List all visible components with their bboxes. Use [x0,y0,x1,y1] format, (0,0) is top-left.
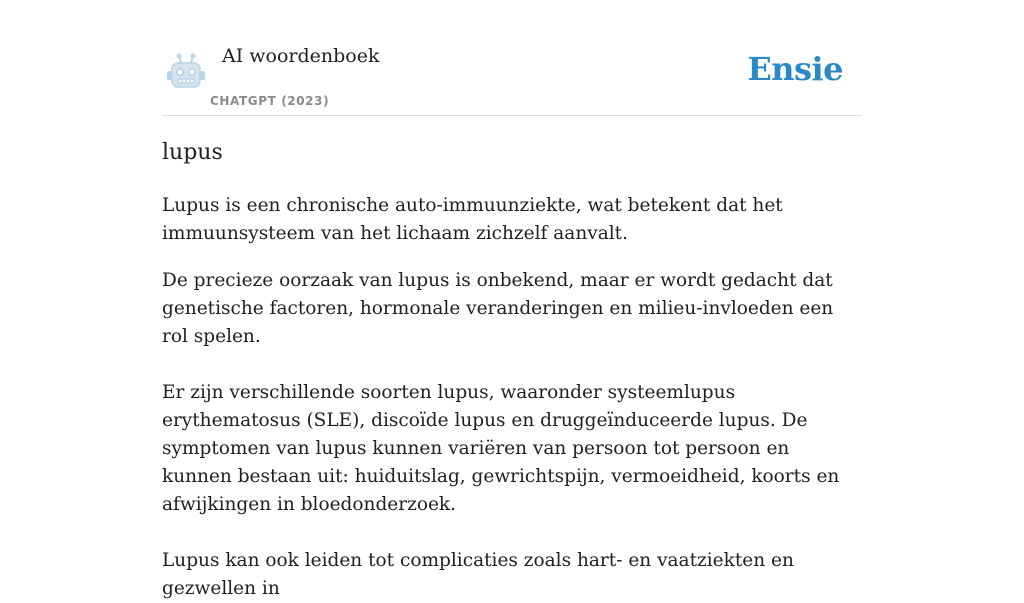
definition-paragraph: Lupus is een chronische auto-immuunziekte, wat betekent dat het immuunsysteem van het lichaam zichzelf aanvalt. [162,195,783,244]
robot-icon [166,52,206,90]
entry-definition [162,192,862,603]
definition-paragraph: Lupus kan ook leiden tot complicaties zoals hart- en vaatziekten en gezwellen in [162,550,794,599]
page [162,0,862,599]
entry-term: lupus [162,140,223,165]
header [162,0,862,116]
dictionary-name[interactable]: AI woordenboek [222,45,380,67]
definition-paragraph: Er zijn verschillende soorten lupus, waaronder systeemlupus erythematosus (SLE), discoïde lupus en druggeïnduceerde lupus. De symptomen van lupus kunnen variëren van persoon tot persoon en kunnen bestaan uit: huiduitslag, gewrichtspijn, vermoeidheid, koorts en afwijkingen in bloedonderzoek. [162,382,840,515]
source-label: CHATGPT (2023) [210,94,330,108]
brand-logo[interactable]: Ensie [747,50,843,88]
definition-paragraph: De precieze oorzaak van lupus is onbekend, maar er wordt gedacht dat genetische factoren, hormonale veranderingen en milieu-invloeden een rol spelen. [162,270,834,347]
